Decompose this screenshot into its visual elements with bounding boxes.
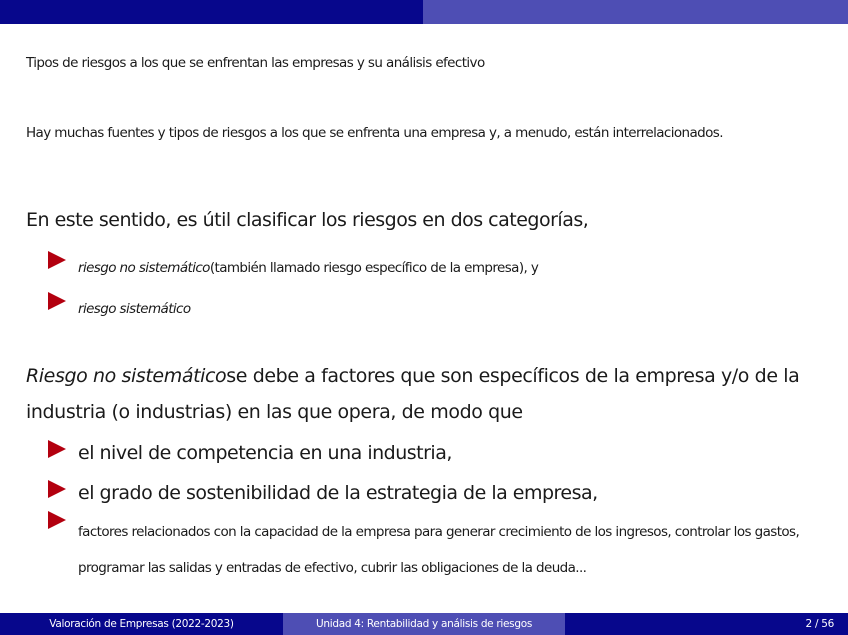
slide-title: Tipos de riesgos a los que se enfrentan las empresas y su análisis efectivo <box>26 55 485 71</box>
header-bar <box>0 0 848 24</box>
header-bar-left <box>0 0 423 24</box>
triangle-bullet-icon <box>48 480 66 498</box>
factors-list <box>48 434 818 586</box>
list-item <box>48 514 818 586</box>
category-rest: (también llamado riesgo específico de la empresa), y <box>209 260 539 276</box>
list-item <box>48 248 538 289</box>
footer-page-number: 2 / 56 <box>565 613 848 635</box>
list-item <box>48 289 538 330</box>
factor-text: el grado de sostenibilidad de la estrategia de la empresa, <box>78 482 598 504</box>
category-emph: riesgo sistemático <box>78 301 191 317</box>
factor-text: el nivel de competencia en una industria, <box>78 442 452 464</box>
factor-text: factores relacionados con la capacidad de la empresa para generar crecimiento de los ingresos, controlar los gastos, programar las salidas y entradas de efectivo, cubrir las obligaciones de la deuda... <box>78 524 800 576</box>
classify-sentence: En este sentido, es útil clasificar los riesgos en dos categorías, <box>26 209 589 231</box>
triangle-bullet-icon <box>48 440 66 458</box>
intro-paragraph: Hay muchas fuentes y tipos de riesgos a los que se enfrenta una empresa y, a menudo, están interrelacionados. <box>26 125 723 141</box>
unsystematic-rest: se debe a factores que son específicos de la empresa y/o de la industria (o industrias) en las que opera, de modo que <box>26 365 800 423</box>
footer-course: Valoración de Empresas (2022-2023) <box>0 613 283 635</box>
footer-unit: Unidad 4: Rentabilidad y análisis de riesgos <box>283 613 565 635</box>
risk-categories-list <box>48 248 538 330</box>
triangle-bullet-icon <box>48 251 66 269</box>
unsystematic-emph: Riesgo no sistemático <box>26 365 227 387</box>
unsystematic-paragraph <box>26 358 826 430</box>
list-item <box>48 434 818 474</box>
triangle-bullet-icon <box>48 292 66 310</box>
list-item <box>48 474 818 514</box>
footer-bar <box>0 613 848 635</box>
triangle-bullet-icon <box>48 511 66 529</box>
category-emph: riesgo no sistemático <box>78 260 210 276</box>
header-bar-right <box>423 0 848 24</box>
